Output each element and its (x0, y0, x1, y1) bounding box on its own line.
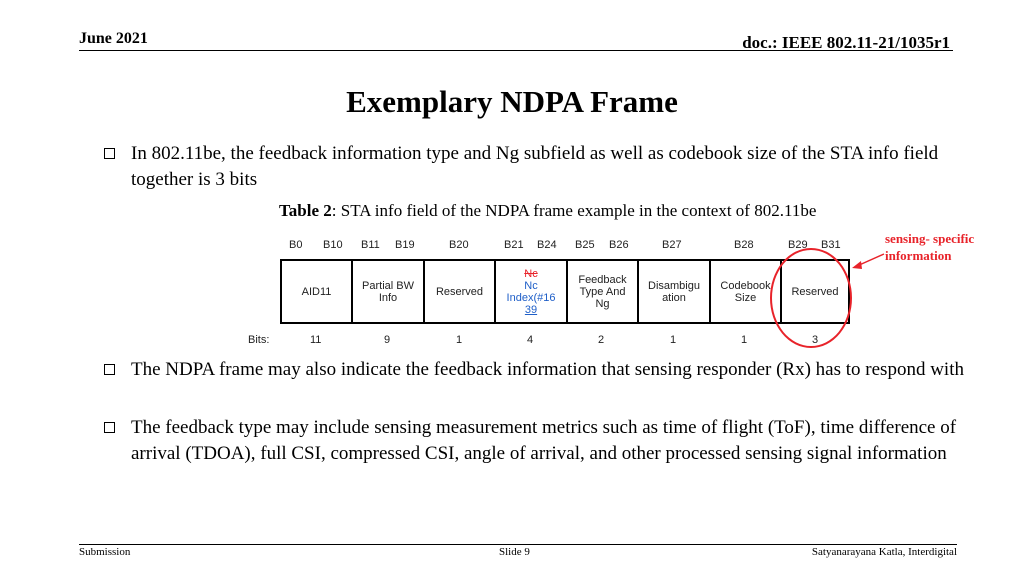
field-label: Ng (595, 297, 610, 310)
bit-label: B10 (323, 239, 343, 251)
checkbox-bullet-icon (104, 422, 115, 433)
bits-value: 2 (598, 334, 605, 346)
bits-value: 1 (456, 334, 463, 346)
header-date: June 2021 (79, 30, 148, 47)
field-label: ation (662, 291, 686, 304)
bits-row-label: Bits: (248, 334, 270, 346)
bit-label: B20 (449, 239, 469, 251)
caption-text: : STA info field of the NDPA frame example in the context of 802.11be (331, 201, 817, 220)
bit-label: B31 (821, 239, 841, 251)
footer-rule (79, 544, 957, 545)
bits-value: 11 (310, 334, 322, 346)
bullet-2-text: The NDPA frame may also indicate the feedback information that sensing responder (Rx) has to respond with (131, 359, 964, 380)
bit-label: B0 (289, 239, 303, 251)
bullet-2 (104, 357, 964, 383)
bits-value: 4 (527, 334, 534, 346)
field-label: Disambigu (648, 279, 700, 292)
bullet-1-text: In 802.11be, the feedback information type and Ng subfield as well as codebook size of the STA info field together is 3 bits (131, 143, 939, 190)
bits-value: 1 (741, 334, 748, 346)
field-label: Codebook (720, 279, 771, 292)
bits-value: 1 (670, 334, 677, 346)
field-label: Reserved (435, 285, 484, 298)
field-label: Info (378, 291, 398, 304)
bit-label: B19 (395, 239, 415, 251)
bit-label: B21 (504, 239, 524, 251)
field-label: 39 (524, 303, 538, 316)
field-label: Type And (579, 285, 626, 298)
bullet-3 (104, 415, 964, 467)
field-label: Nc (524, 279, 538, 292)
bit-label: B25 (575, 239, 595, 251)
bit-label: B26 (609, 239, 629, 251)
bit-label: B28 (734, 239, 754, 251)
footer-submission: Submission (79, 546, 131, 558)
bit-label: B24 (537, 239, 557, 251)
bit-label: B11 (361, 239, 380, 251)
field-label: AID11 (301, 285, 332, 298)
field-label: Size (734, 291, 757, 304)
footer-slide-number: Slide 9 (499, 546, 530, 558)
checkbox-bullet-icon (104, 364, 115, 375)
field-label: Partial BW (362, 279, 414, 292)
field-label: Feedback (578, 273, 627, 286)
header-doc-id: doc.: IEEE 802.11-21/1035r1 (742, 33, 950, 52)
bits-value: 3 (812, 334, 819, 346)
field-label: Index(#16 (506, 291, 556, 304)
field-label: Reserved (791, 285, 839, 298)
annotation-line-2: information (885, 248, 952, 263)
bit-label: B29 (788, 239, 808, 251)
bullet-3-text: The feedback type may include sensing measurement metrics such as time of flight (ToF), time difference of arrival (TDOA), full CSI, compressed CSI, angle of arrival, and other processed sensing signal information (131, 417, 957, 464)
field-struck-label: Nc (524, 267, 538, 280)
caption-label: Table 2 (279, 201, 332, 220)
footer-author: Satyanarayana Katla, Interdigital (811, 546, 957, 558)
slide-title: Exemplary NDPA Frame (346, 84, 678, 119)
bit-label: B27 (662, 239, 682, 251)
bits-value: 9 (384, 334, 391, 346)
annotation-line-1: sensing- specific (885, 231, 975, 246)
